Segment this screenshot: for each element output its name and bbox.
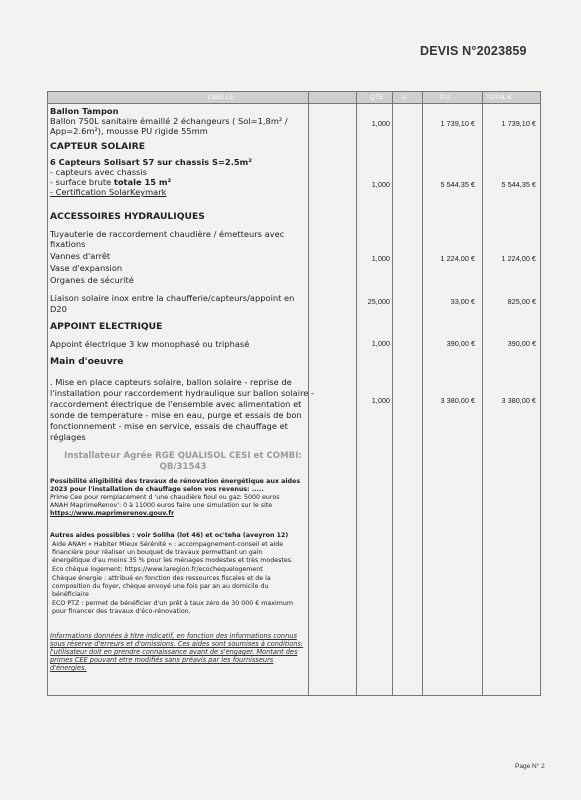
item-desc-line: raccordement électrique de l'ensemble avec alimentation et: [50, 399, 302, 409]
item-desc-bold: totale 15 m²: [113, 177, 172, 187]
section-title: APPOINT ELECTRIQUE: [50, 321, 163, 332]
autres-aides-line: bénéficiaire: [52, 591, 89, 598]
item-desc-line: Appoint électrique 3 kw monophasé ou triphasé: [50, 339, 250, 349]
col-header-u: U: [402, 94, 407, 101]
item-desc-line: Vannes d'arrêt: [50, 251, 111, 261]
autres-aides-line: pour financer des travaux d'éco-rénovation.: [52, 608, 191, 615]
item-desc-line: . Mise en place capteurs solaire, ballon solaire - reprise de: [50, 377, 292, 387]
item-pu: 33,00 €: [450, 297, 475, 306]
item-qte: 1,000: [371, 180, 390, 189]
item-desc-line: - capteurs avec chassis: [50, 167, 148, 177]
item-pu: 1 224,00 €: [440, 254, 475, 263]
disclaimer-line: d'énergies.: [50, 664, 87, 672]
item-pu: 3 380,00 €: [440, 396, 475, 405]
aides-line: Prime Cee pour remplacement d 'une chaudière fioul ou gaz: 5000 euros: [50, 494, 280, 501]
item-qte: 25,000: [367, 297, 390, 306]
autres-aides-heading: Autres aides possibles : voir Soliha (lot 46) et oc'teha (aveyron 12): [50, 532, 289, 539]
item-desc-line: fonctionnement - mise en service, essais de chauffage et: [50, 421, 288, 431]
item-pu: 1 739,10 €: [440, 119, 475, 128]
section-title: Main d'oeuvre: [50, 356, 124, 367]
column-divider: [392, 92, 393, 695]
item-desc-line: App=2.6m²), mousse PU rigide 55mm: [50, 126, 208, 136]
col-header-libelle: LIBELLE: [208, 94, 234, 101]
autres-aides-line: énergétique d'au moins 35 % pour les ménages modestes et très modestes.: [52, 557, 294, 564]
disclaimer-line: l'utilisateur doit en prendre connaissance avant de s'engager. Montant des: [50, 648, 298, 656]
item-desc-line: D20: [50, 304, 67, 314]
item-qte: 1,000: [371, 396, 390, 405]
item-desc-line: l'installation pour raccordement hydraulique sur ballon solaire -: [50, 388, 315, 398]
installer-number: QB/31543: [159, 462, 207, 472]
maprimerenov-link[interactable]: https://www.maprimerenov.gouv.fr: [50, 510, 175, 517]
disclaimer-line: sous réserve d'erreurs et d'omissions. Ces aides sont soumises à conditions:: [50, 640, 304, 648]
item-desc-line: [50, 177, 171, 187]
item-pu: 390,00 €: [446, 339, 475, 348]
item-desc-text: - surface brute: [50, 177, 114, 187]
item-title: 6 Capteurs Solisart S7 sur chassis S=2.5m²: [50, 157, 252, 167]
aides-heading: Possibilité éligibilité des travaux de rénovation énergétique aux aides: [50, 478, 301, 485]
disclaimer-line: primes CEE pouvant etre modifiés sans préavis par les fournisseurs: [50, 656, 274, 664]
aides-line: ANAH MaprimeRenov': 0 à 11000 euros faire une simulation sur le site: [50, 502, 273, 509]
item-qte: 1,000: [371, 254, 390, 263]
item-desc-line: Vase d'expansion: [50, 263, 123, 273]
item-qte: 1,000: [371, 119, 390, 128]
col-header-qte: QTE: [370, 94, 384, 101]
disclaimer-line: Informations données à titre indicatif, en fonction des informations connus: [50, 632, 297, 640]
table-header: [48, 92, 540, 104]
item-total: 1 224,00 €: [501, 254, 536, 263]
section-title: ACCESSOIRES HYDRAULIQUES: [50, 211, 205, 222]
item-desc-line: Organes de sécurité: [50, 275, 134, 285]
item-total: 1 739,10 €: [501, 119, 536, 128]
page-number: Page N° 2: [515, 763, 545, 770]
item-total: 5 544,35 €: [501, 180, 536, 189]
item-desc-line: réglages: [50, 432, 86, 442]
col-header-pu: P.U.: [440, 94, 452, 101]
item-desc-line: Ballon 750L sanitaire émaillé 2 échangeurs ( Sol=1,8m² /: [50, 116, 288, 126]
item-qte: 1,000: [371, 339, 390, 348]
item-desc-line: Tuyauterie de raccordement chaudière / émetteurs avec: [50, 229, 285, 239]
item-desc-line: - Certification SolarKeymark: [50, 187, 167, 197]
installer-certification: Installateur Agrée RGE QUALISOL CESI et COMBI:: [64, 451, 302, 461]
col-header-total: TOTAL €: [486, 94, 512, 101]
autres-aides-line: composition du foyer, chèque envoyé une fois par an au domicile du: [52, 583, 269, 590]
autres-aides-line: Aide ANAH « Habiter Mieux Sérénité » : accompagnement-conseil et aide: [52, 541, 284, 548]
item-pu: 5 544,35 €: [440, 180, 475, 189]
section-title: CAPTEUR SOLAIRE: [50, 141, 146, 152]
item-desc-line: Liaison solaire inox entre la chaufferie/capteurs/appoint en: [50, 293, 295, 303]
item-total: 825,00 €: [507, 297, 536, 306]
autres-aides-line: Eco chèque logement: https://www.laregion.fr/ecochequelogement: [52, 566, 263, 573]
autres-aides-line: ECO PTZ : permet de bénéficier d'un prêt à taux zéro de 30 000 € maximum: [52, 600, 294, 607]
item-desc-line: sonde de temperature - mise en eau, purge et essais de bon: [50, 410, 302, 420]
item-total: 3 380,00 €: [501, 396, 536, 405]
item-total: 390,00 €: [507, 339, 536, 348]
aides-heading: 2023 pour l'installation de chauffage selon vos revenus: .....: [50, 486, 264, 493]
autres-aides-line: financière pour réaliser un bouquet de travaux permettant un gain: [52, 549, 263, 556]
quote-number-title: DEVIS N°2023859: [420, 44, 527, 58]
item-desc-line: fixations: [50, 239, 86, 249]
item-title: Ballon Tampon: [50, 106, 119, 116]
autres-aides-line: Chèque énergie : attribué en fonction des ressources fiscales et de la: [52, 575, 271, 582]
